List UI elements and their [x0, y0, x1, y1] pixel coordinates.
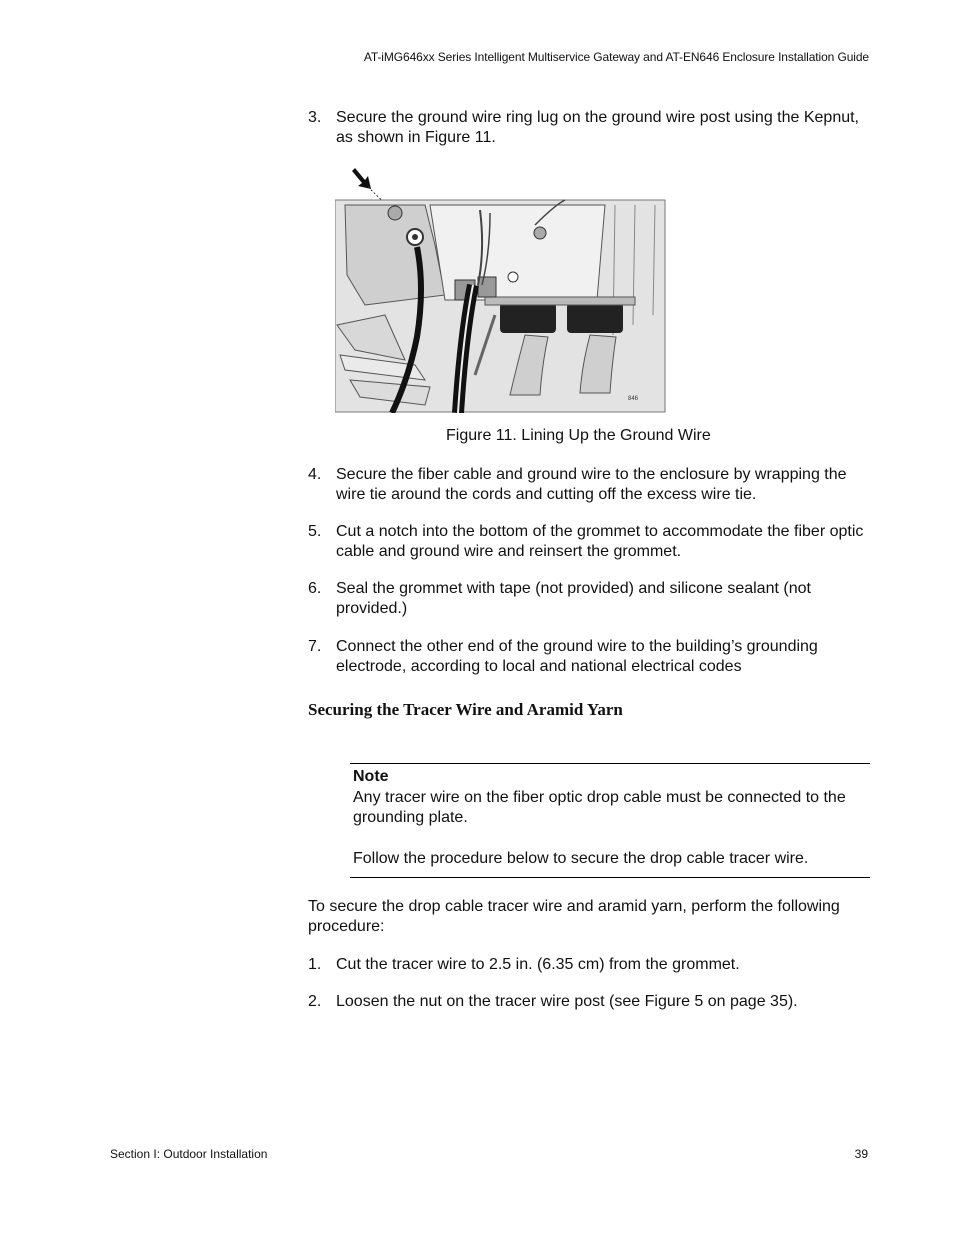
step-number: 6. — [308, 580, 322, 597]
step-text: Cut the tracer wire to 2.5 in. (6.35 cm) from the grommet. — [336, 956, 740, 973]
page-number: 39 — [854, 1147, 868, 1161]
step-6 — [308, 579, 868, 619]
note-paragraph-1: Any tracer wire on the fiber optic drop cable must be connected to the grounding plate. — [353, 789, 846, 826]
step-5 — [308, 522, 868, 562]
step-2 — [308, 992, 868, 1012]
figure-code: 846 — [628, 396, 639, 402]
step-number: 2. — [308, 993, 322, 1010]
note-title: Note — [353, 768, 389, 785]
step-number: 4. — [308, 466, 322, 483]
note-paragraph-2: Follow the procedure below to secure the drop cable tracer wire. — [353, 850, 809, 867]
step-number: 1. — [308, 956, 322, 973]
footer-section: Section I: Outdoor Installation — [110, 1147, 268, 1161]
step-number: 3. — [308, 109, 322, 126]
ground-wire-diagram — [335, 165, 667, 413]
note-box — [350, 763, 870, 878]
step-text: Loosen the nut on the tracer wire post (see Figure 5 on page 35). — [336, 993, 798, 1010]
step-text: Connect the other end of the ground wire to the building’s grounding electrode, according to local and national electrical codes — [336, 638, 818, 675]
step-number: 5. — [308, 523, 322, 540]
step-4 — [308, 465, 868, 505]
figure-11-illustration — [335, 165, 667, 413]
section-heading: Securing the Tracer Wire and Aramid Yarn — [308, 700, 623, 719]
step-7 — [308, 637, 868, 677]
step-text: Secure the ground wire ring lug on the ground wire post using the Kepnut, as shown in Figure 11. — [336, 109, 859, 146]
step-text: Secure the fiber cable and ground wire to the enclosure by wrapping the wire tie around the cords and cutting off the excess wire tie. — [336, 466, 847, 503]
step-text: Cut a notch into the bottom of the grommet to accommodate the fiber optic cable and ground wire and reinsert the grommet. — [336, 523, 864, 560]
figure-caption: Figure 11. Lining Up the Ground Wire — [446, 427, 711, 444]
intro-paragraph: To secure the drop cable tracer wire and aramid yarn, perform the following procedure: — [308, 898, 840, 935]
step-text: Seal the grommet with tape (not provided) and silicone sealant (not provided.) — [336, 580, 811, 617]
step-1 — [308, 955, 868, 975]
step-number: 7. — [308, 638, 322, 655]
step-3 — [308, 108, 868, 148]
running-header: AT-iMG646xx Series Intelligent Multiservice Gateway and AT-EN646 Enclosure Installation Guide — [363, 50, 869, 64]
